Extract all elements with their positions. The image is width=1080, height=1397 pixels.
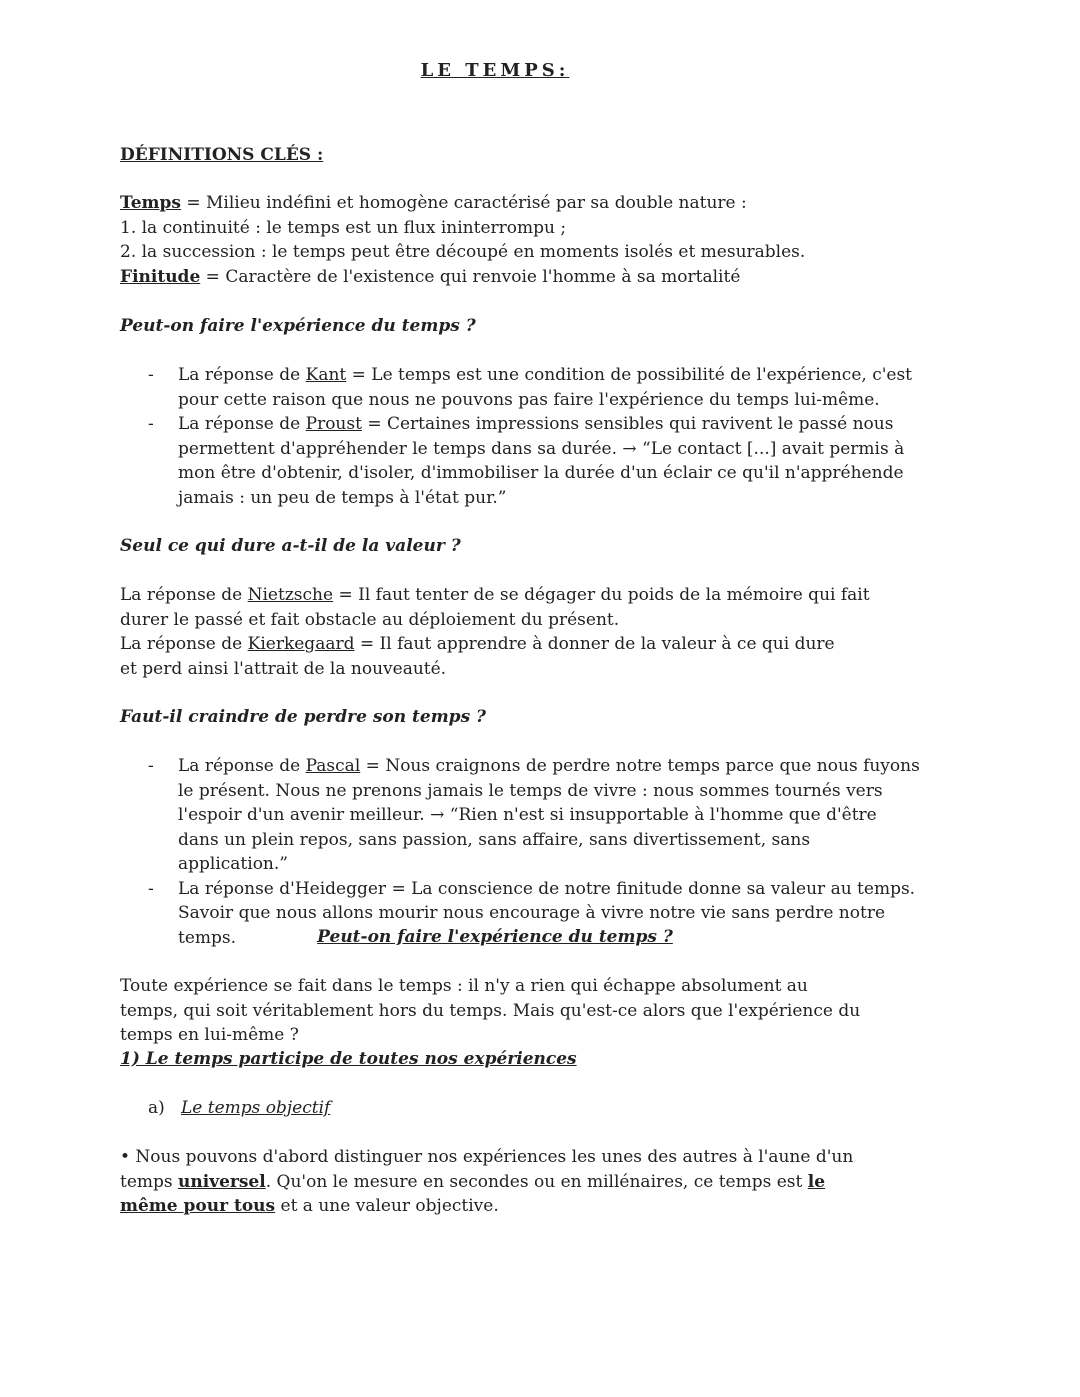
philosopher-name: Nietzsche <box>247 585 334 605</box>
finitude-definition <box>120 265 900 290</box>
question-3-heading: Faut-il craindre de perdre son temps ? <box>120 707 487 727</box>
page-title: LE TEMPS: <box>420 60 570 81</box>
subsection-a: a) Le temps objectif <box>148 1098 331 1118</box>
question-3-list <box>120 754 920 950</box>
philosopher-name: Proust <box>305 414 362 434</box>
list-item: - La réponse d'Heidegger = La conscience de notre finitude donne sa valeur au temps. Savoir que nous allons mourir nous encourage à vivre notre vie sans perdre notre temps. <box>148 878 916 948</box>
keyword-universel: universel <box>178 1171 266 1192</box>
list-item: - La réponse de Kant = Le temps est une condition de possibilité de l'expérience, c'est pour cette raison que nous ne pouvons pas faire l'expérience du temps lui-même. <box>148 365 912 410</box>
section-intro: Toute expérience se fait dans le temps : il n'y a rien qui échappe absolument au temps, qui soit véritablement hors du temps. Mais qu'est-ce alors que l'expérience du temps en lui-même ? <box>120 976 861 1045</box>
list-item: - La réponse de Proust = Certaines impressions sensibles qui ravivent le passé nous permettent d'appréhender le temps dans sa durée. → “Le contact [...] avait permis à mon être d'obtenir, d'isoler, d'immobiliser la durée d'un éclair ce qu'il n'appréhende jamais : un peu de temps à l'état pur.” <box>148 414 905 508</box>
keyword-meme-pour-tous: le même pour tous <box>120 1171 826 1216</box>
question-1-list <box>120 363 920 510</box>
definition-point-1: 1. la continuité : le temps est un flux ininterrompu ; <box>120 217 567 238</box>
philosopher-name: Kant <box>305 365 347 385</box>
temps-definition <box>120 191 900 216</box>
body-paragraph: • Nous pouvons d'abord distinguer nos expériences les unes des autres à l'aune d'un temps universel. Qu'on le mesure en secondes ou en millénaires, ce temps est le même pour tous et a une valeur objective. <box>120 1147 854 1216</box>
nietzsche-paragraph: La réponse de Nietzsche = Il faut tenter de se dégager du poids de la mémoire qui fait durer le passé et fait obstacle au déploiement du présent. <box>120 585 870 630</box>
question-2-heading: Seul ce qui dure a-t-il de la valeur ? <box>120 536 461 556</box>
philosopher-name: Kierkegaard <box>247 634 355 654</box>
kierkegaard-paragraph-continued: et perd ainsi l'attrait de la nouveauté. <box>120 658 447 679</box>
philosopher-name: Pascal <box>305 756 361 776</box>
temps-term: Temps <box>120 193 181 213</box>
finitude-def-text: = Caractère de l'existence qui renvoie l'homme à sa mortalité <box>200 266 741 287</box>
finitude-term: Finitude <box>120 266 201 287</box>
kierkegaard-paragraph: La réponse de Kierkegaard = Il faut apprendre à donner de la valeur à ce qui dure <box>120 634 835 654</box>
definitions-block <box>120 191 900 289</box>
section-heading: Peut-on faire l'expérience du temps ? <box>317 927 673 947</box>
temps-def-text: = Milieu indéfini et homogène caractérisé par sa double nature : <box>180 193 747 213</box>
definition-point-2: 2. la succession : le temps peut être découpé en moments isolés et mesurables. <box>120 242 806 262</box>
question-2-block <box>120 583 870 681</box>
list-item: - La réponse de Pascal = Nous craignons de perdre notre temps parce que nous fuyons le présent. Nous ne prenons jamais le temps de vivre : nous sommes tournés vers l'espoir d'un avenir meilleur. → “Rien n'est si insupportable à l'homme que d'être dans un plein repos, sans passion, sans affaire, sans divertissement, sans application.” <box>148 756 920 874</box>
subsection-a-title: Le temps objectif <box>181 1098 331 1118</box>
part-1-heading: 1) Le temps participe de toutes nos expériences <box>120 1049 577 1069</box>
definitions-heading: DÉFINITIONS CLÉS : <box>120 145 324 165</box>
question-1-heading: Peut-on faire l'expérience du temps ? <box>120 316 476 336</box>
